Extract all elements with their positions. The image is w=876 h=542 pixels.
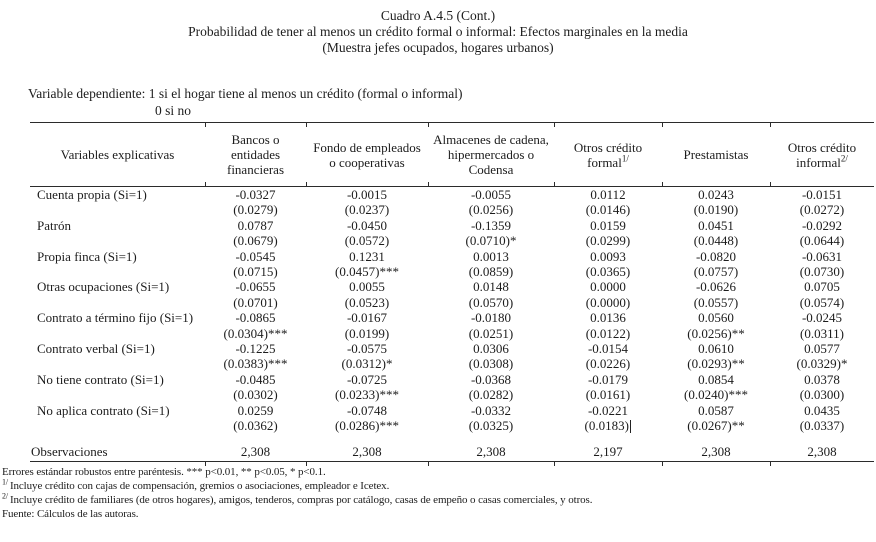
se-cell: (0.0122) (585, 325, 631, 341)
row-label: Otras ocupaciones (Si=1) (37, 279, 170, 295)
footnote-line: $^{2/}$ Incluye crédito de familiares (de otros hogares), amigos, tenderos, compras por catálogo, casas de empeño o casas comerciales, y otros. (2, 491, 593, 506)
se-cell: (0.0251) (468, 325, 514, 341)
coef-cell: -0.0221 (587, 402, 629, 418)
table-subtitle: (Muestra jefes ocupados, hogares urbanos) (322, 40, 554, 55)
column-header: Almacenes de cadena, hipermercados o Codensa (428, 123, 554, 187)
coef-cell: 0.0560 (698, 310, 734, 326)
observations-row (30, 443, 874, 462)
se-cell: (0.0572) (344, 233, 390, 249)
coef-cell: 0.0148 (473, 279, 509, 295)
se-cell: (0.0256) (468, 202, 514, 218)
table-caption (0, 8, 876, 56)
observations-cell: 2,308 (205, 443, 306, 462)
coef-cell: -0.0626 (695, 279, 737, 295)
coef-cell: -0.0631 (801, 248, 843, 264)
se-cell: (0.0183) (554, 418, 662, 433)
footnote-marker: 2/ (2, 491, 10, 501)
table-row (30, 403, 874, 418)
se-cell: (0.0312)* (341, 356, 393, 372)
se-cell: (0.0282) (468, 387, 514, 403)
observations-label: Observaciones (30, 443, 205, 462)
coef-cell: -0.0292 (801, 217, 843, 233)
coef-cell: -0.0820 (695, 248, 737, 264)
coef-cell: 0.0093 (590, 248, 626, 264)
coef-cell: 0.0610 (698, 341, 734, 357)
se-cell: (0.0304)*** (223, 325, 288, 341)
coef-cell: 0.0159 (590, 217, 626, 233)
table-row (30, 249, 874, 264)
se-cell: (0.0299) (585, 233, 631, 249)
row-label: No tiene contrato (Si=1) (37, 371, 164, 387)
row-label: No aplica contrato (Si=1) (37, 402, 170, 418)
coef-cell: 0.0378 (804, 371, 840, 387)
coef-cell: -0.0450 (346, 217, 388, 233)
coef-cell: 0.0013 (473, 248, 509, 264)
spacer-cell (30, 434, 874, 443)
dependent-variable-line2: 0 si no (155, 102, 192, 118)
table-row (30, 218, 874, 233)
footnotes (2, 465, 876, 522)
coef-cell: -0.0655 (235, 279, 276, 295)
se-cell: (0.0256)** (687, 325, 745, 341)
se-cell: (0.0715) (233, 264, 278, 280)
se-cell: (0.0329)* (796, 356, 848, 372)
se-cell: (0.0644) (799, 233, 845, 249)
coef-cell: -0.0151 (801, 187, 843, 202)
row-label: Contrato a término fijo (Si=1) (37, 310, 194, 326)
footnote-marker: 1/ (2, 477, 10, 487)
column-header-variables: Variables explicativas (30, 123, 205, 187)
coef-cell: 0.0854 (698, 371, 734, 387)
se-cell: (0.0226) (585, 356, 631, 372)
se-cell: (0.0300) (799, 387, 845, 403)
coef-cell: -0.0545 (235, 248, 276, 264)
observations-cell: 2,197 (554, 443, 662, 462)
column-header: Fondo de empleados o cooperativas (306, 123, 428, 187)
table-number: Cuadro A.4.5 (Cont.) (380, 8, 496, 23)
column-header: Otros crédito informal$^{2/}$ (770, 123, 874, 187)
coef-cell: 0.0435 (804, 402, 840, 418)
coef-cell: 0.0587 (698, 402, 734, 418)
se-cell: (0.0279) (233, 202, 278, 218)
se-cell: (0.0311) (800, 325, 844, 341)
se-cell: (0.0730) (799, 264, 845, 280)
coef-cell: 0.0136 (590, 310, 626, 326)
coef-cell: 0.0451 (698, 217, 734, 233)
dependent-variable-line1: Variable dependiente: 1 si el hogar tiene al menos un crédito (formal o informal) (28, 86, 463, 101)
results-table (30, 122, 874, 462)
table-title: Probabilidad de tener al menos un crédito formal o informal: Efectos marginales en la media (188, 24, 688, 39)
footnote-line: Errores estándar robustos entre paréntesis. *** p<0.01, ** p<0.05, * p<0.1. (2, 465, 326, 478)
se-cell: (0.0272) (799, 202, 845, 218)
observations-cell: 2,308 (770, 443, 874, 462)
se-cell: (0.0574) (799, 294, 845, 310)
se-cell: (0.0286)*** (335, 418, 399, 434)
row-label: Patrón (37, 217, 71, 233)
row-label: Cuenta propia (Si=1) (37, 187, 147, 202)
coef-cell: 0.1231 (349, 248, 385, 264)
se-cell: (0.0557) (693, 294, 739, 310)
se-cell: (0.0701) (233, 294, 278, 310)
coef-cell: -0.0368 (470, 371, 512, 387)
coef-cell: -0.0748 (346, 402, 388, 418)
footnote-line: Fuente: Cálculos de las autoras. (2, 508, 139, 521)
se-cell: (0.0325) (468, 418, 514, 434)
coef-cell: -0.0485 (235, 371, 276, 387)
se-cell: (0.0240)*** (684, 387, 748, 403)
coef-cell: -0.0865 (235, 310, 276, 326)
coef-cell: -0.0327 (235, 187, 276, 202)
se-cell: (0.0457)*** (335, 264, 399, 280)
column-header: Prestamistas (662, 123, 770, 187)
coef-cell: -0.1225 (235, 341, 276, 357)
observations-cell: 2,308 (428, 443, 554, 462)
se-cell: (0.0000) (585, 294, 631, 310)
coef-cell: -0.0055 (470, 187, 512, 202)
se-cell: (0.0146) (585, 202, 631, 218)
se-cell: (0.0267)** (687, 418, 745, 434)
spacer-row (30, 434, 874, 443)
se-cell: (0.0757) (693, 264, 739, 280)
header-row (30, 123, 874, 187)
column-header: Otros crédito formal$^{1/}$ (554, 123, 662, 187)
se-cell: (0.0362) (233, 418, 278, 434)
table-row (30, 310, 874, 325)
se-cell: (0.0570) (468, 294, 514, 310)
se-cell: (0.0710)* (465, 233, 517, 249)
observations-cell: 2,308 (306, 443, 428, 462)
se-cell: (0.0237) (344, 202, 390, 218)
row-label: Propia finca (Si=1) (37, 248, 137, 264)
coef-cell: -0.0180 (470, 310, 512, 326)
se-cell: (0.0859) (468, 264, 514, 280)
se-cell: (0.0365) (585, 264, 631, 280)
coef-cell: 0.0055 (349, 279, 385, 295)
se-cell: (0.0233)*** (335, 387, 399, 403)
coef-cell: 0.0259 (237, 402, 274, 418)
column-header: Bancos o entidades financieras (205, 123, 306, 187)
se-cell: (0.0523) (344, 294, 390, 310)
coef-cell: -0.0167 (346, 310, 388, 326)
se-cell: (0.0383)*** (223, 356, 288, 372)
table-row (30, 187, 874, 203)
coef-cell: -0.0332 (470, 402, 512, 418)
coef-cell: 0.0112 (590, 187, 626, 202)
observations-cell: 2,308 (662, 443, 770, 462)
se-cell: (0.0161) (585, 387, 631, 403)
coef-cell: -0.0575 (346, 341, 388, 357)
se-cell: (0.0190) (693, 202, 739, 218)
footnote-marker: 1/ (621, 153, 629, 164)
footnote-line: $^{1/}$ Incluye crédito con cajas de compensación, gremios o asociaciones, empleador e Icetex. (2, 477, 390, 492)
se-cell: (0.0199) (344, 325, 390, 341)
coef-cell: 0.0787 (237, 217, 274, 233)
table-head (30, 123, 874, 187)
coef-cell: -0.0179 (587, 371, 629, 387)
coef-cell: 0.0705 (804, 279, 840, 295)
se-cell: (0.0337) (799, 418, 845, 434)
coef-cell: -0.0154 (587, 341, 629, 357)
dependent-variable-note (28, 86, 876, 119)
se-cell: (0.0302) (233, 387, 278, 403)
se-cell: (0.0679) (233, 233, 278, 249)
table-row (30, 279, 874, 294)
coef-cell: -0.0015 (346, 187, 388, 202)
coef-cell: -0.0245 (801, 310, 843, 326)
se-cell: (0.0293)** (687, 356, 745, 372)
table-body (30, 187, 874, 462)
coef-cell: 0.0306 (473, 341, 509, 357)
coef-cell: 0.0000 (590, 279, 626, 295)
se-cell: (0.0448) (693, 233, 739, 249)
coef-cell: 0.0243 (698, 187, 734, 202)
table-row (30, 372, 874, 387)
table-row (30, 341, 874, 356)
footnote-marker: 2/ (840, 153, 848, 164)
row-label: Contrato verbal (Si=1) (37, 341, 155, 357)
coef-cell: -0.1359 (470, 217, 512, 233)
text-cursor (630, 420, 632, 433)
coef-cell: -0.0725 (346, 371, 388, 387)
coef-cell: 0.0577 (804, 341, 840, 357)
se-cell: (0.0308) (468, 356, 514, 372)
